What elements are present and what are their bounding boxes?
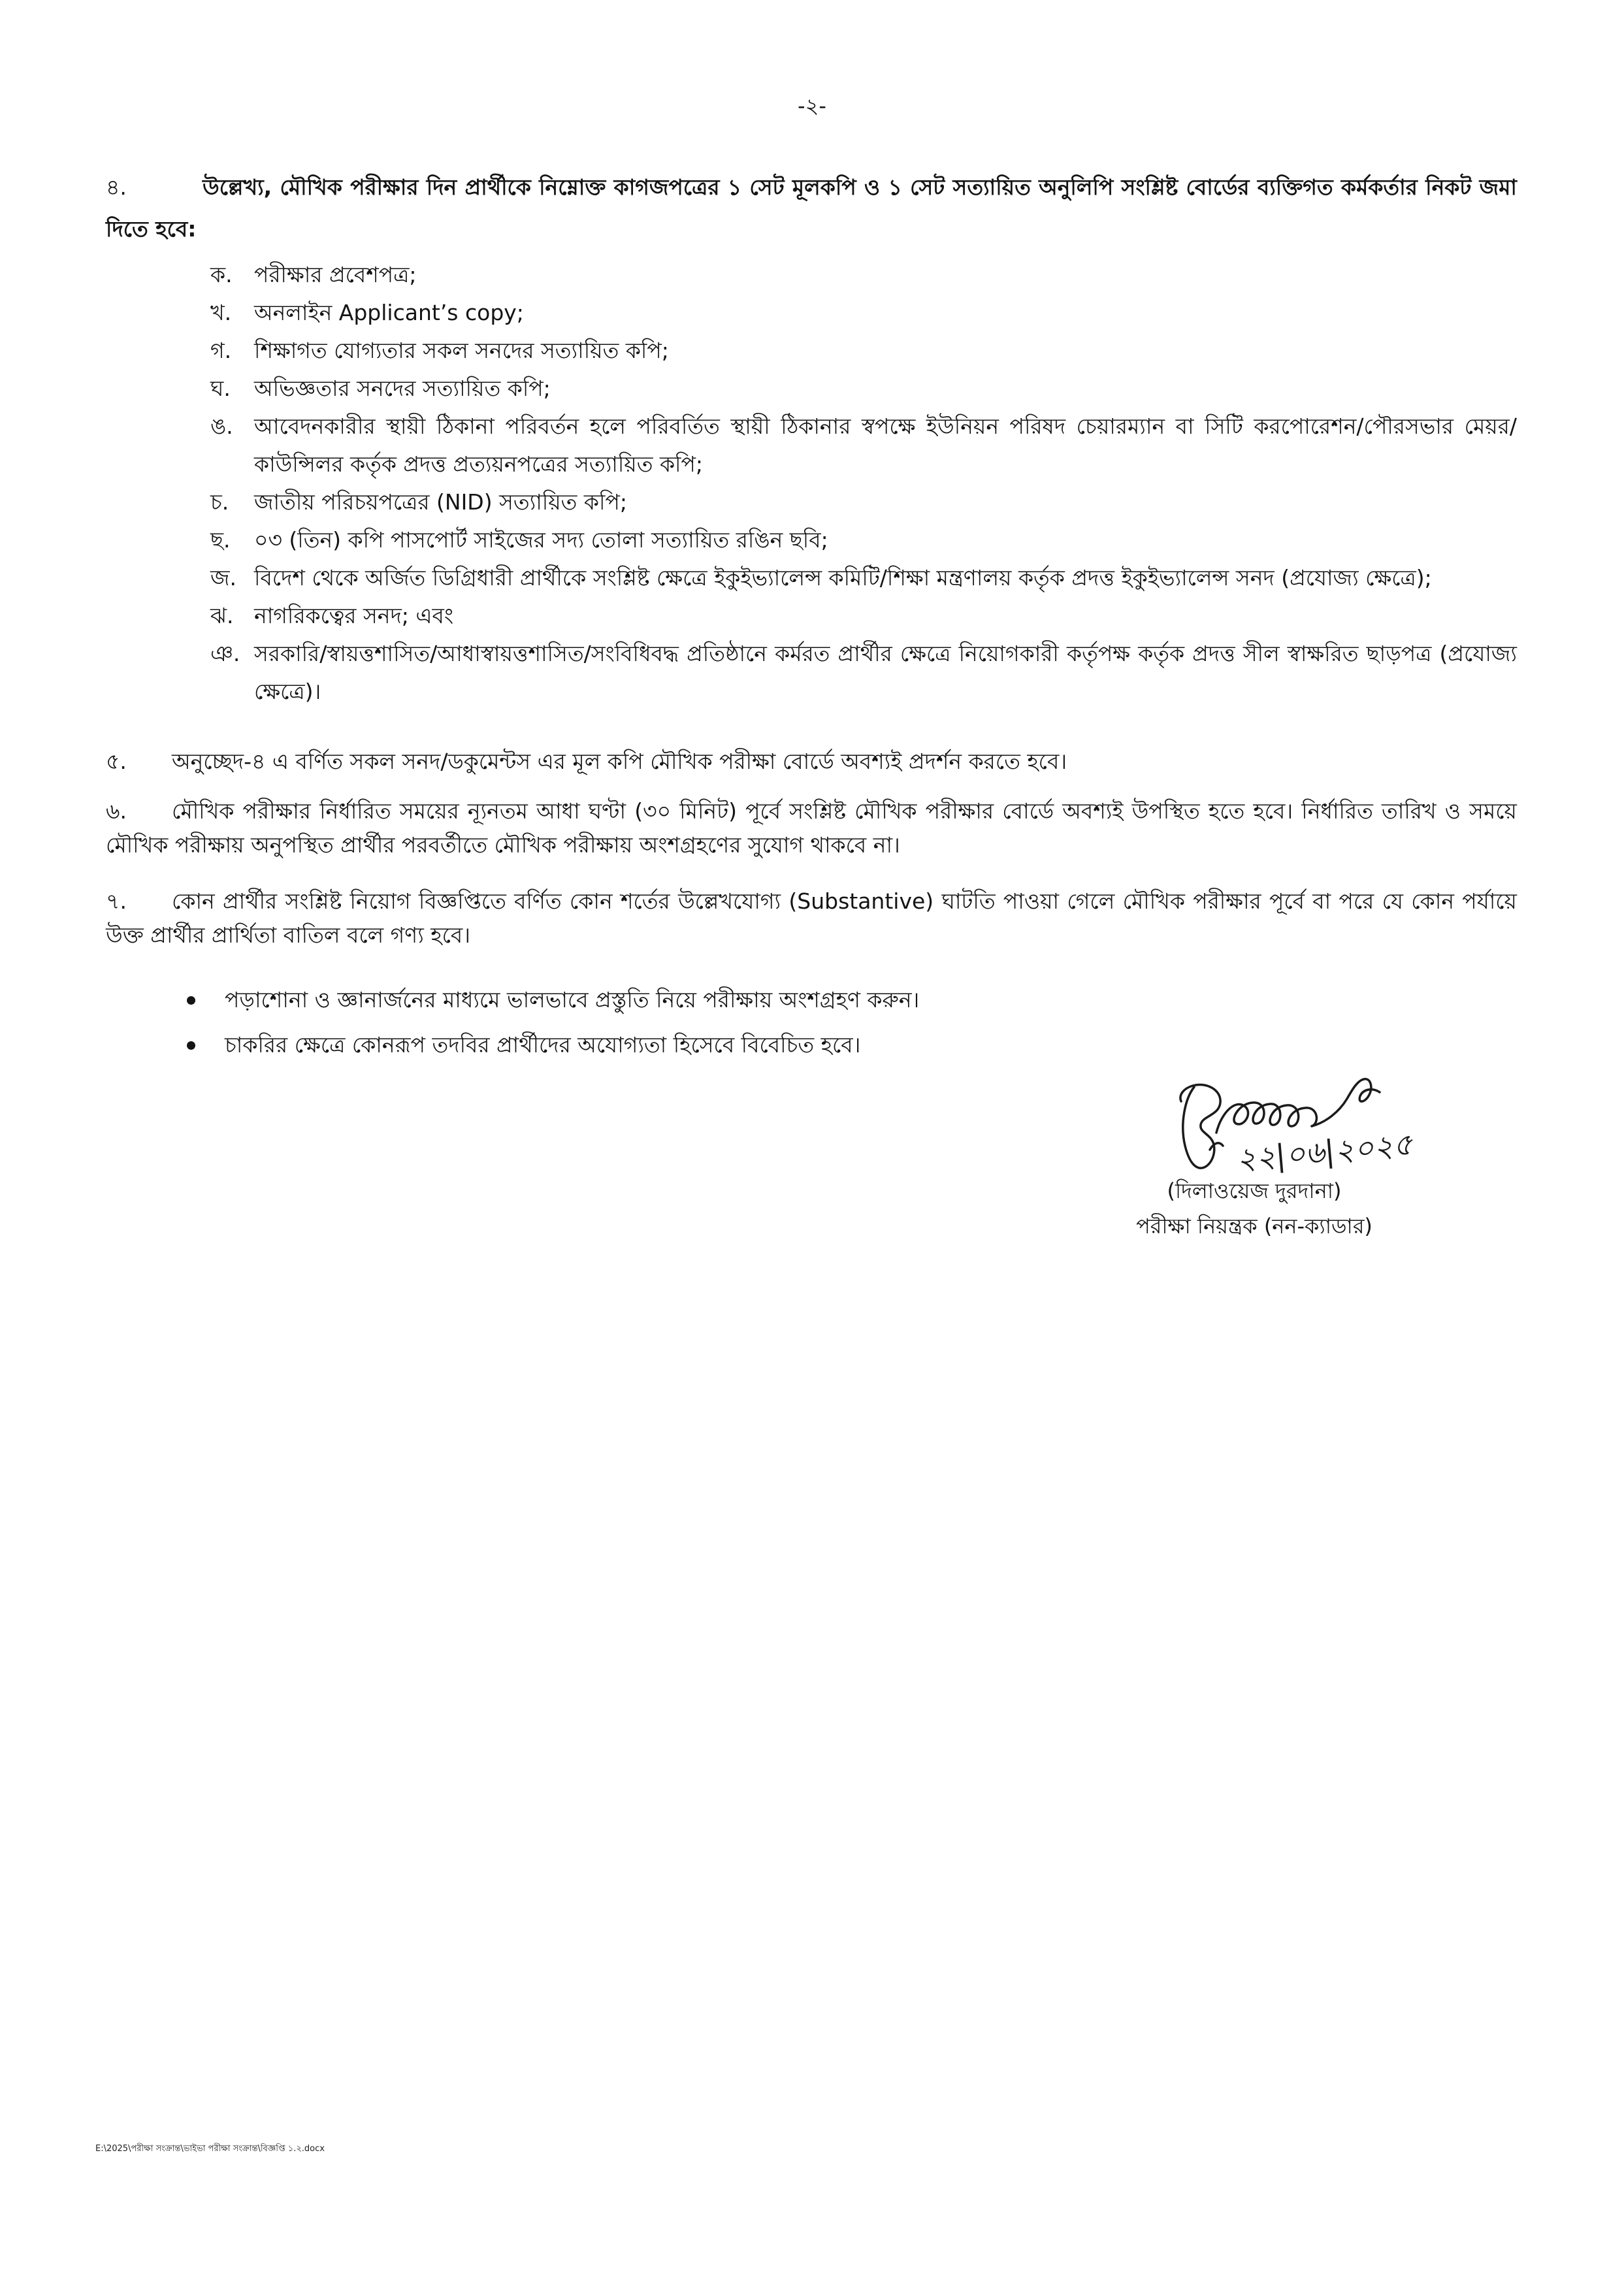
document-item-text: ০৩ (তিন) কপি পাসপোর্ট সাইজের সদ্য তোলা সত্যায়িত রঙিন ছবি; — [254, 527, 828, 553]
document-item-label: ঘ. — [210, 376, 231, 401]
advice-bullet-list — [106, 983, 1517, 1062]
document-item-text: অভিজ্ঞতার সনদের সত্যায়িত কপি; — [254, 376, 551, 401]
footer-file-path: E:\2025\পরীক্ষা সংক্রান্ত\ভাইভা পরীক্ষা সংক্রান্ত\বিজ্ঞপ্তি ১.২.docx — [95, 2144, 325, 2154]
document-item — [106, 256, 1517, 294]
item-4-paragraph — [106, 167, 1517, 250]
signature-block — [1045, 1073, 1463, 1240]
document-item-label: ঞ. — [210, 641, 240, 666]
document-item — [106, 483, 1517, 521]
item-4-text: উল্লেখ্য, মৌখিক পরীক্ষার দিন প্রার্থীকে নিম্নোক্ত কাগজপত্রের ১ সেট মূলকপি ও ১ সেট সত্যায়িত অনুলিপি সংশ্লিষ্ট বোর্ডের ব্যক্তিগত কর্মকর্তার নিকট জমা দিতে হবে: — [106, 174, 1517, 242]
signature-stroke — [1210, 1143, 1223, 1150]
item-6-paragraph — [106, 794, 1517, 862]
bullet-icon — [187, 983, 225, 1017]
document-item-text: শিক্ষাগত যোগ্যতার সকল সনদের সত্যায়িত কপি; — [254, 338, 669, 363]
item-5-paragraph — [106, 745, 1517, 779]
document-item — [106, 559, 1517, 597]
signature-stroke — [1180, 1084, 1220, 1168]
document-item-label: জ. — [210, 565, 237, 591]
bullet-item — [106, 1028, 1517, 1062]
item-5-text: অনুচ্ছেদ-৪ এ বর্ণিত সকল সনদ/ডকুমেন্টস এর মূল কপি মৌখিক পরীক্ষা বোর্ডে অবশ্যই প্রদর্শন করতে হবে। — [172, 749, 1067, 774]
document-item — [106, 597, 1517, 635]
item-6-text: মৌখিক পরীক্ষার নির্ধারিত সময়ের ন্যূনতম আধা ঘণ্টা (৩০ মিনিট) পূর্বে সংশ্লিষ্ট মৌখিক পরীক্ষার বোর্ডে অবশ্যই উপস্থিত হতে হবে। নির্ধারিত তারিখ ও সময়ে মৌখিক পরীক্ষায় অনুপস্থিত প্রার্থীর পরবর্তীতে মৌখিক পরীক্ষায় অংশগ্রহণের সুযোগ থাকবে না। — [106, 798, 1517, 858]
document-item-label: ছ. — [210, 527, 231, 553]
document-item-label: ঙ. — [210, 413, 233, 439]
signatory-name: (দিলাওয়েজ দুরদানা) — [1167, 1178, 1342, 1203]
bullet-text: পড়াশোনা ও জ্ঞানার্জনের মাধ্যমে ভালভাবে প্রস্তুতি নিয়ে পরীক্ষায় অংশগ্রহণ করুন। — [225, 987, 920, 1013]
document-item — [106, 332, 1517, 370]
document-item-text: আবেদনকারীর স্থায়ী ঠিকানা পরিবর্তন হলে পরিবর্তিত স্থায়ী ঠিকানার স্বপক্ষে ইউনিয়ন পরিষদ চেয়ারম্যান বা সিটি করপোরেশন/পৌরসভার মেয়র/কাউন্সিলর কর্তৃক প্রদত্ত প্রত্যয়নপত্রের সত্যায়িত কপি; — [254, 413, 1517, 477]
document-item-text: সরকারি/স্বায়ত্তশাসিত/আধাস্বায়ত্তশাসিত/সংবিধিবদ্ধ প্রতিষ্ঠানে কর্মরত প্রার্থীর ক্ষেত্রে নিয়োগকারী কর্তৃপক্ষ কর্তৃক প্রদত্ত সীল স্বাক্ষরিত ছাড়পত্র (প্রযোজ্য ক্ষেত্রে)। — [254, 641, 1517, 704]
signatory-designation: পরীক্ষা নিয়ন্ত্রক (নন-ক্যাডার) — [1136, 1214, 1372, 1239]
document-item-text: অনলাইন Applicant’s copy; — [254, 300, 524, 325]
item-4-number: ৪. — [106, 174, 127, 200]
document-item — [106, 294, 1517, 332]
document-item-label: ক. — [210, 262, 233, 287]
document-item-label: চ. — [210, 489, 229, 515]
document-item-text: পরীক্ষার প্রবেশপত্র; — [254, 262, 417, 287]
signature-date: ২২|০৬|২০২৫ — [1235, 1126, 1414, 1177]
bullet-item — [106, 983, 1517, 1017]
bullet-icon — [187, 1028, 225, 1062]
signature-stroke — [1312, 1079, 1380, 1126]
document-item — [106, 635, 1517, 711]
bullet-text: চাকরির ক্ষেত্রে কোনরূপ তদবির প্রার্থীদের অযোগ্যতা হিসেবে বিবেচিত হবে। — [225, 1032, 861, 1058]
document-item-label: ঝ. — [210, 603, 234, 628]
signature-stroke — [1216, 1103, 1316, 1133]
document-item-text: বিদেশ থেকে অর্জিত ডিগ্রিধারী প্রার্থীকে সংশ্লিষ্ট ক্ষেত্রে ইকুইভ্যালেন্স কমিটি/শিক্ষা মন্ত্রণালয় কর্তৃক প্রদত্ত ইকুইভ্যালেন্স সনদ (প্রযোজ্য ক্ষেত্রে); — [254, 565, 1432, 591]
item-7-paragraph — [106, 884, 1517, 952]
handwritten-signature — [1045, 1073, 1463, 1177]
document-item — [106, 521, 1517, 559]
page-number: -২- — [798, 93, 826, 118]
item-6-number: ৬. — [106, 798, 127, 824]
required-documents-list — [106, 256, 1517, 711]
item-7-text: কোন প্রার্থীর সংশ্লিষ্ট নিয়োগ বিজ্ঞপ্তিতে বর্ণিত কোন শর্তের উল্লেখযোগ্য (Substantive) ঘাটতি পাওয়া গেলে মৌখিক পরীক্ষার পূর্বে বা পরে যে কোন পর্যায়ে উক্ত প্রার্থীর প্রার্থিতা বাতিল বলে গণ্য হবে। — [106, 888, 1517, 948]
notice-body — [106, 167, 1517, 1240]
document-item-label: গ. — [210, 338, 232, 363]
item-7-number: ৭. — [106, 888, 127, 914]
document-item-text: জাতীয় পরিচয়পত্রের (NID) সত্যায়িত কপি; — [254, 489, 627, 515]
document-item — [106, 370, 1517, 408]
item-5-number: ৫. — [106, 749, 127, 774]
document-item — [106, 408, 1517, 483]
document-item-label: খ. — [210, 300, 232, 325]
document-item-text: নাগরিকত্বের সনদ; এবং — [254, 603, 454, 628]
